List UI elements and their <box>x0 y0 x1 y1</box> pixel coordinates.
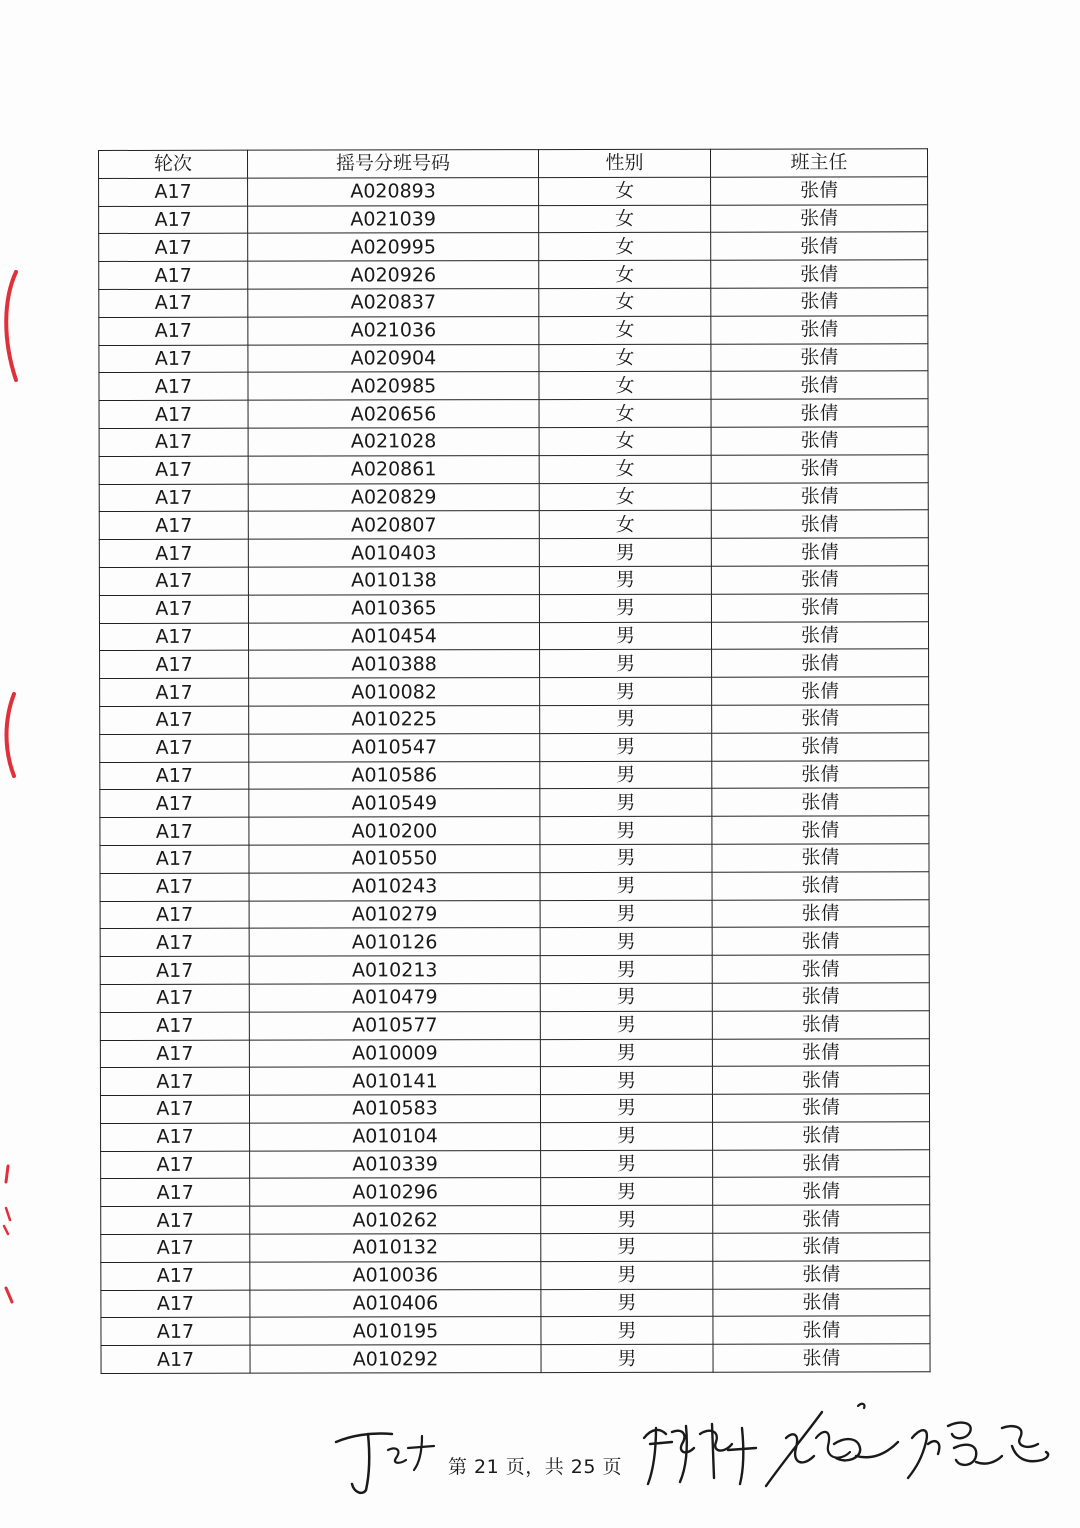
cell-head-teacher: 张倩 <box>712 871 929 899</box>
cell-lottery-number: A020995 <box>248 233 539 261</box>
cell-lottery-number: A010213 <box>249 956 540 984</box>
cell-head-teacher: 张倩 <box>712 1038 929 1066</box>
cell-round: A17 <box>101 1318 250 1346</box>
cell-round: A17 <box>99 512 248 540</box>
seal-fragment-middle <box>0 690 24 780</box>
table-row <box>101 1205 930 1235</box>
table-row <box>100 871 929 901</box>
cell-gender: 男 <box>540 1094 712 1122</box>
cell-head-teacher: 张倩 <box>713 1344 930 1372</box>
cell-head-teacher: 张倩 <box>712 760 929 788</box>
cell-gender: 男 <box>540 900 712 928</box>
cell-head-teacher: 张倩 <box>711 260 928 288</box>
cell-head-teacher: 张倩 <box>711 594 928 622</box>
cell-lottery-number: A010104 <box>250 1122 541 1150</box>
cell-head-teacher: 张倩 <box>712 677 929 705</box>
cell-round: A17 <box>100 734 249 762</box>
cell-gender: 男 <box>540 928 712 956</box>
cell-head-teacher: 张倩 <box>712 927 929 955</box>
table-row <box>100 816 929 846</box>
cell-gender: 男 <box>539 622 711 650</box>
cell-gender: 女 <box>539 455 711 483</box>
cell-head-teacher: 张倩 <box>712 1094 929 1122</box>
cell-lottery-number: A021039 <box>248 205 539 233</box>
handwritten-signature-left <box>330 1420 440 1498</box>
cell-lottery-number: A010549 <box>249 789 540 817</box>
table-row <box>101 1316 930 1346</box>
cell-gender: 男 <box>540 1039 712 1067</box>
cell-lottery-number: A010550 <box>249 844 540 872</box>
cell-round: A17 <box>100 956 249 984</box>
table-row <box>99 177 928 207</box>
cell-head-teacher: 张倩 <box>711 371 928 399</box>
cell-head-teacher: 张倩 <box>711 316 928 344</box>
cell-gender: 男 <box>539 594 711 622</box>
table-row <box>99 455 928 485</box>
cell-lottery-number: A020807 <box>248 511 539 539</box>
cell-round: A17 <box>99 206 248 234</box>
cell-gender: 女 <box>539 427 711 455</box>
cell-round: A17 <box>101 1151 250 1179</box>
cell-gender: 男 <box>540 650 712 678</box>
table-row <box>99 594 928 624</box>
cell-lottery-number: A020829 <box>248 483 539 511</box>
cell-round: A17 <box>100 762 249 790</box>
seal-fragment-top <box>0 268 24 384</box>
cell-head-teacher: 张倩 <box>713 1261 930 1289</box>
cell-lottery-number: A010547 <box>249 733 540 761</box>
table-row <box>99 288 928 318</box>
cell-round: A17 <box>99 595 248 623</box>
cell-head-teacher: 张倩 <box>712 1066 929 1094</box>
cell-round: A17 <box>100 817 249 845</box>
table-row <box>99 621 928 651</box>
cell-lottery-number: A010243 <box>249 872 540 900</box>
cell-lottery-number: A010406 <box>250 1289 541 1317</box>
cell-gender: 男 <box>540 872 712 900</box>
cell-round: A17 <box>99 539 248 567</box>
cell-round: A17 <box>100 651 249 679</box>
cell-round: A17 <box>100 845 249 873</box>
cell-gender: 男 <box>539 538 711 566</box>
cell-round: A17 <box>100 1067 249 1095</box>
cell-lottery-number: A010200 <box>249 817 540 845</box>
cell-head-teacher: 张倩 <box>711 427 928 455</box>
table-row <box>100 983 929 1013</box>
handwritten-signature-right <box>636 1398 1056 1494</box>
cell-head-teacher: 张倩 <box>713 1205 930 1233</box>
table-row <box>100 955 929 985</box>
table-row <box>99 538 928 568</box>
cell-gender: 男 <box>541 1233 713 1261</box>
cell-lottery-number: A010036 <box>250 1261 541 1289</box>
cell-gender: 女 <box>539 344 711 372</box>
table-row <box>99 566 928 596</box>
table-row <box>99 316 928 346</box>
cell-lottery-number: A010138 <box>248 567 539 595</box>
cell-head-teacher: 张倩 <box>711 177 928 205</box>
cell-head-teacher: 张倩 <box>712 732 929 760</box>
cell-gender: 男 <box>540 955 712 983</box>
cell-head-teacher: 张倩 <box>711 288 928 316</box>
cell-gender: 男 <box>540 816 712 844</box>
cell-lottery-number: A010195 <box>250 1317 541 1345</box>
cell-head-teacher: 张倩 <box>711 204 928 232</box>
cell-head-teacher: 张倩 <box>712 983 929 1011</box>
cell-head-teacher: 张倩 <box>711 510 928 538</box>
cell-lottery-number: A020893 <box>248 177 539 205</box>
table-row <box>100 927 929 957</box>
cell-lottery-number: A021028 <box>248 428 539 456</box>
cell-lottery-number: A010126 <box>249 928 540 956</box>
cell-head-teacher: 张倩 <box>712 649 929 677</box>
cell-round: A17 <box>101 1123 250 1151</box>
cell-gender: 男 <box>541 1205 713 1233</box>
table-row <box>100 649 929 679</box>
cell-gender: 男 <box>540 789 712 817</box>
table-header-row <box>99 149 928 179</box>
cell-lottery-number: A020656 <box>248 400 539 428</box>
cell-head-teacher: 张倩 <box>712 788 929 816</box>
cell-head-teacher: 张倩 <box>712 1010 929 1038</box>
cell-lottery-number: A020837 <box>248 289 539 317</box>
cell-gender: 男 <box>540 983 712 1011</box>
cell-lottery-number: A010365 <box>248 594 539 622</box>
table-body <box>99 177 931 1374</box>
table-row <box>99 232 928 262</box>
cell-round: A17 <box>100 790 249 818</box>
cell-round: A17 <box>99 400 248 428</box>
cell-round: A17 <box>99 623 248 651</box>
cell-round: A17 <box>99 289 248 317</box>
cell-gender: 女 <box>539 372 711 400</box>
table-row <box>99 371 928 401</box>
cell-head-teacher: 张倩 <box>713 1149 930 1177</box>
cell-lottery-number: A020861 <box>248 455 539 483</box>
table-row <box>99 343 928 373</box>
cell-lottery-number: A021036 <box>248 316 539 344</box>
cell-head-teacher: 张倩 <box>712 705 929 733</box>
cell-head-teacher: 张倩 <box>713 1288 930 1316</box>
cell-gender: 男 <box>541 1289 713 1317</box>
cell-lottery-number: A020904 <box>248 344 539 372</box>
cell-lottery-number: A010454 <box>248 622 539 650</box>
cell-round: A17 <box>100 984 249 1012</box>
cell-head-teacher: 张倩 <box>712 816 929 844</box>
cell-head-teacher: 张倩 <box>713 1122 930 1150</box>
header-round: 轮次 <box>99 150 248 178</box>
cell-gender: 男 <box>541 1150 713 1178</box>
table-row <box>99 482 928 512</box>
cell-lottery-number: A010339 <box>250 1150 541 1178</box>
cell-gender: 女 <box>539 399 711 427</box>
cell-head-teacher: 张倩 <box>711 482 928 510</box>
cell-lottery-number: A010577 <box>249 1011 540 1039</box>
header-gender: 性别 <box>539 149 711 177</box>
cell-round: A17 <box>99 373 248 401</box>
cell-gender: 男 <box>540 733 712 761</box>
table-row <box>101 1149 930 1179</box>
cell-head-teacher: 张倩 <box>711 455 928 483</box>
cell-round: A17 <box>99 317 248 345</box>
cell-lottery-number: A010009 <box>249 1039 540 1067</box>
cell-head-teacher: 张倩 <box>711 232 928 260</box>
cell-gender: 男 <box>540 705 712 733</box>
cell-round: A17 <box>101 1262 250 1290</box>
cell-gender: 女 <box>539 288 711 316</box>
cell-lottery-number: A010403 <box>248 539 539 567</box>
cell-gender: 女 <box>539 483 711 511</box>
cell-lottery-number: A010132 <box>250 1234 541 1262</box>
cell-lottery-number: A010292 <box>250 1345 541 1373</box>
header-lottery-number: 摇号分班号码 <box>248 150 539 178</box>
cell-gender: 男 <box>539 566 711 594</box>
table-row <box>99 204 928 234</box>
cell-gender: 女 <box>539 177 711 205</box>
cell-gender: 男 <box>540 844 712 872</box>
table-row <box>101 1261 930 1291</box>
cell-round: A17 <box>100 706 249 734</box>
cell-head-teacher: 张倩 <box>711 566 928 594</box>
cell-gender: 男 <box>540 1011 712 1039</box>
cell-round: A17 <box>100 1012 249 1040</box>
cell-round: A17 <box>100 873 249 901</box>
cell-head-teacher: 张倩 <box>712 899 929 927</box>
page-number-label: 第 21 页，共 25 页 <box>448 1456 623 1478</box>
cell-gender: 女 <box>539 511 711 539</box>
cell-gender: 男 <box>541 1344 713 1372</box>
cell-round: A17 <box>101 1290 250 1318</box>
cell-lottery-number: A010583 <box>249 1095 540 1123</box>
cell-gender: 男 <box>541 1261 713 1289</box>
cell-gender: 男 <box>540 761 712 789</box>
table-row <box>100 732 929 762</box>
cell-lottery-number: A010262 <box>250 1206 541 1234</box>
cell-round: A17 <box>100 1040 249 1068</box>
cell-gender: 男 <box>541 1122 713 1150</box>
table-row <box>101 1288 930 1318</box>
table-row <box>101 1233 930 1263</box>
cell-round: A17 <box>101 1345 250 1373</box>
table-row <box>100 1094 929 1124</box>
table-row <box>101 1122 930 1152</box>
cell-gender: 男 <box>540 1067 712 1095</box>
cell-gender: 男 <box>540 677 712 705</box>
cell-round: A17 <box>100 1095 249 1123</box>
table-row <box>99 260 928 290</box>
cell-round: A17 <box>100 928 249 956</box>
cell-head-teacher: 张倩 <box>712 844 929 872</box>
table-row <box>101 1177 930 1207</box>
cell-round: A17 <box>99 345 248 373</box>
cell-lottery-number: A010586 <box>249 761 540 789</box>
cell-round: A17 <box>99 567 248 595</box>
table-row <box>100 844 929 874</box>
cell-round: A17 <box>100 678 249 706</box>
cell-round: A17 <box>99 484 248 512</box>
cell-round: A17 <box>101 1206 250 1234</box>
cell-lottery-number: A010479 <box>249 983 540 1011</box>
header-head-teacher: 班主任 <box>710 149 927 177</box>
cell-lottery-number: A020926 <box>248 261 539 289</box>
table-row <box>100 760 929 790</box>
cell-gender: 女 <box>539 233 711 261</box>
cell-gender: 男 <box>541 1178 713 1206</box>
table-row <box>101 1344 930 1374</box>
seal-fragment-bottom <box>0 1160 24 1310</box>
cell-lottery-number: A010225 <box>249 706 540 734</box>
table-row <box>100 705 929 735</box>
cell-round: A17 <box>99 178 248 206</box>
cell-head-teacher: 张倩 <box>713 1177 930 1205</box>
cell-lottery-number: A010388 <box>249 650 540 678</box>
cell-gender: 男 <box>541 1317 713 1345</box>
table-row <box>99 427 928 457</box>
table-row <box>100 788 929 818</box>
cell-round: A17 <box>99 261 248 289</box>
table-row <box>100 1038 929 1068</box>
cell-lottery-number: A010279 <box>249 900 540 928</box>
table-row <box>99 510 928 540</box>
cell-round: A17 <box>101 1234 250 1262</box>
cell-lottery-number: A020985 <box>248 372 539 400</box>
table-row <box>100 1066 929 1096</box>
cell-round: A17 <box>99 428 248 456</box>
cell-head-teacher: 张倩 <box>711 538 928 566</box>
cell-head-teacher: 张倩 <box>713 1233 930 1261</box>
cell-head-teacher: 张倩 <box>711 343 928 371</box>
cell-round: A17 <box>99 234 248 262</box>
table-row <box>100 677 929 707</box>
cell-gender: 女 <box>539 316 711 344</box>
cell-round: A17 <box>100 901 249 929</box>
cell-round: A17 <box>99 456 248 484</box>
cell-head-teacher: 张倩 <box>712 955 929 983</box>
table-row <box>99 399 928 429</box>
cell-round: A17 <box>101 1179 250 1207</box>
cell-head-teacher: 张倩 <box>711 399 928 427</box>
cell-gender: 女 <box>539 205 711 233</box>
cell-lottery-number: A010296 <box>250 1178 541 1206</box>
cell-lottery-number: A010141 <box>249 1067 540 1095</box>
table-row <box>100 1010 929 1040</box>
table-row <box>100 899 929 929</box>
cell-gender: 女 <box>539 260 711 288</box>
cell-head-teacher: 张倩 <box>711 621 928 649</box>
cell-head-teacher: 张倩 <box>713 1316 930 1344</box>
class-assignment-table <box>98 148 931 1374</box>
cell-lottery-number: A010082 <box>249 678 540 706</box>
